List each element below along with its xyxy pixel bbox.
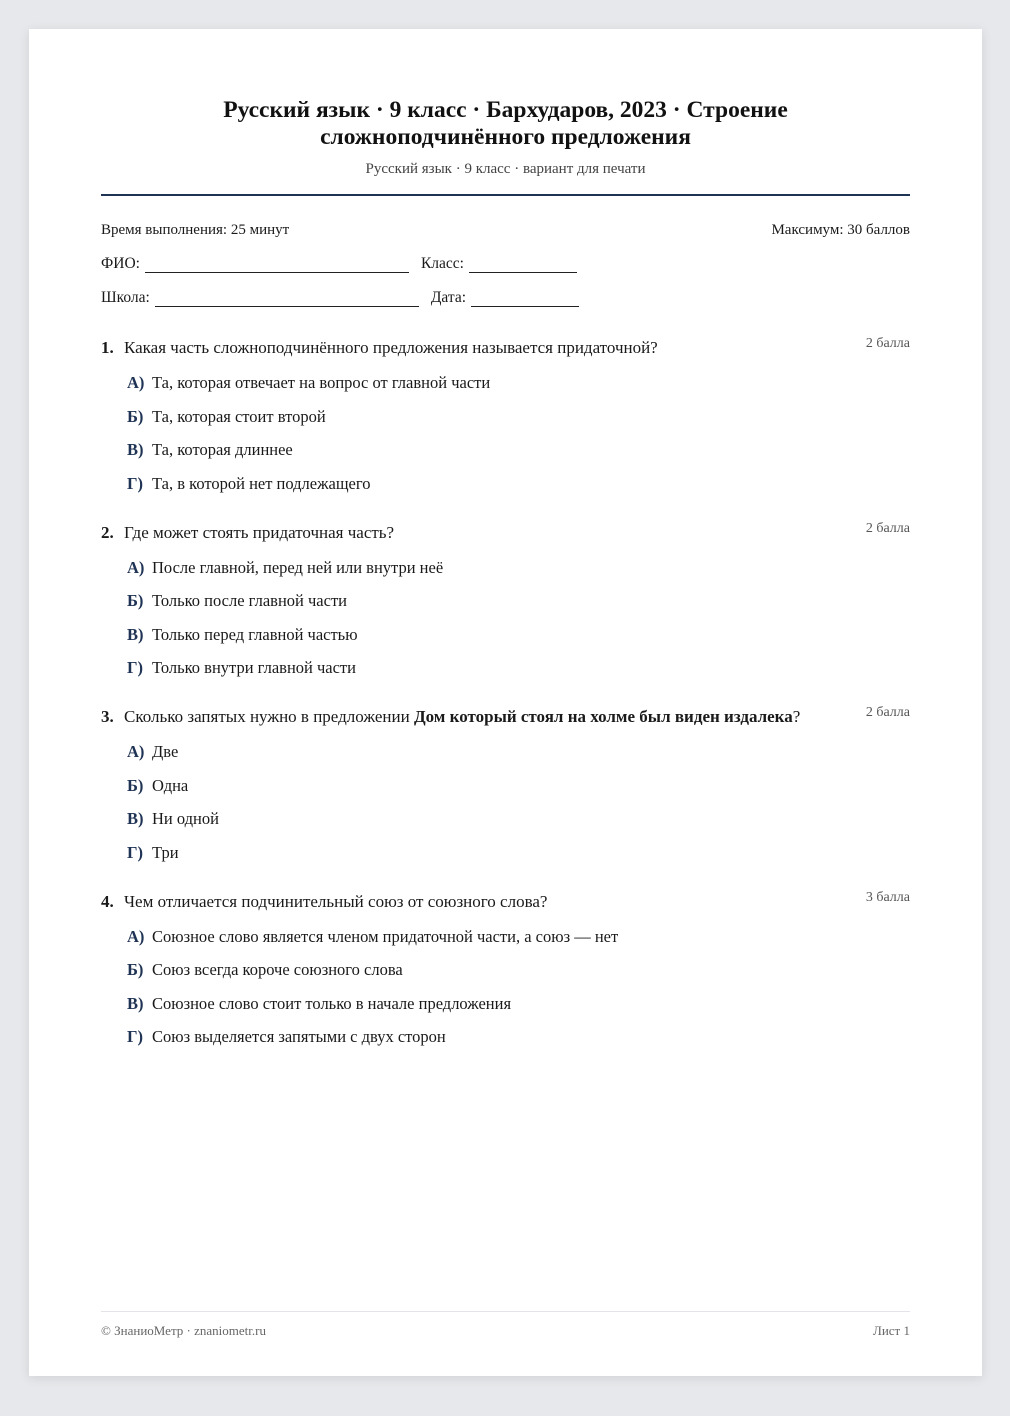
class-blank[interactable] — [469, 258, 577, 273]
option-text: Только перед главной частью — [152, 624, 358, 644]
option-letter: Г) — [127, 658, 143, 677]
answer-option-g[interactable] — [127, 843, 910, 862]
option-letter: А) — [127, 557, 145, 577]
option-text: Союзное слово является членом придаточной части, а союз — нет — [152, 926, 619, 946]
option-text: Две — [152, 742, 179, 761]
option-text: Союзное слово стоит только в начале предложения — [152, 993, 512, 1013]
answer-option-b[interactable] — [127, 960, 910, 979]
answer-options — [101, 742, 910, 862]
answer-option-g[interactable] — [127, 658, 910, 677]
option-letter: Б) — [127, 960, 144, 979]
option-text: Одна — [152, 775, 189, 795]
answer-options — [101, 373, 910, 493]
option-letter: А) — [127, 742, 145, 761]
option-text: Три — [152, 842, 179, 862]
question-2 — [101, 520, 910, 678]
class-label: Класс: — [420, 255, 464, 272]
option-letter: А) — [127, 373, 145, 392]
option-letter: Б) — [127, 775, 144, 795]
option-letter: В) — [127, 809, 144, 828]
answer-option-a[interactable] — [127, 927, 910, 946]
time-limit: Время выполнения: 25 минут — [101, 222, 290, 238]
question-1 — [101, 338, 910, 493]
date-blank[interactable] — [471, 292, 579, 307]
option-letter: Г) — [127, 473, 143, 493]
max-score: Максимум: 30 баллов — [771, 222, 910, 238]
option-text: Та, которая отвечает на вопрос от главной части — [152, 373, 491, 392]
worksheet-page — [29, 29, 982, 1376]
option-letter: В) — [127, 624, 144, 644]
answer-option-a[interactable] — [127, 373, 910, 392]
option-text: Только после главной части — [152, 591, 347, 610]
option-text: Только внутри главной части — [152, 658, 356, 677]
meta-row — [101, 221, 910, 239]
question-text-start: Сколько запятых нужно в предложении — [124, 707, 414, 726]
question-line — [101, 520, 910, 543]
page-title-line-2: сложноподчинённого предложения — [320, 124, 691, 150]
page-subtitle: Русский язык · 9 класс · вариант для печати — [365, 161, 646, 177]
question-line — [101, 889, 910, 912]
option-letter: Г) — [127, 1027, 143, 1046]
option-letter: В) — [127, 993, 144, 1013]
page-title — [101, 97, 910, 151]
question-4 — [101, 889, 910, 1047]
answer-option-a[interactable] — [127, 558, 910, 577]
answer-option-b[interactable] — [127, 407, 910, 426]
example-sentence: Дом который стоял на холме был виден издалека — [413, 707, 793, 726]
footer-page-number: Лист 1 — [873, 1323, 910, 1338]
header-divider — [101, 194, 910, 196]
date-label: Дата: — [430, 289, 467, 306]
option-text: После главной, перед ней или внутри неё — [152, 557, 444, 577]
option-letter: Б) — [127, 591, 144, 610]
option-text: Союз выделяется запятыми с двух сторон — [152, 1027, 446, 1046]
answer-option-v[interactable] — [127, 994, 910, 1013]
answer-options — [101, 558, 910, 678]
page-title-line-1: Русский язык · 9 класс · Бархударов, 2023 · Строение — [223, 97, 788, 123]
answer-option-g[interactable] — [127, 1027, 910, 1046]
option-text: Та, которая стоит второй — [152, 406, 326, 426]
question-3 — [101, 707, 910, 862]
option-letter: А) — [127, 926, 145, 946]
question-line — [101, 707, 910, 727]
question-text: Какая часть сложноподчинённого предложения называется придаточной? — [124, 338, 658, 357]
option-letter: Г) — [127, 842, 143, 862]
question-points: 2 балла — [865, 705, 910, 720]
footer-copyright: © ЗнаниоМетр · znaniometr.ru — [101, 1323, 266, 1338]
question-line — [101, 338, 910, 358]
question-number: 4. — [101, 891, 114, 911]
question-text — [124, 707, 910, 727]
question-number: 1. — [101, 338, 114, 357]
option-text: Союз всегда короче союзного слова — [152, 960, 403, 979]
name-label: ФИО: — [101, 255, 140, 272]
answer-option-b[interactable] — [127, 776, 910, 795]
question-points: 2 балла — [865, 520, 910, 536]
option-text: Та, которая длиннее — [152, 440, 293, 459]
answer-option-a[interactable] — [127, 742, 910, 761]
school-blank[interactable] — [155, 292, 419, 307]
question-number: 3. — [101, 707, 114, 726]
question-number: 2. — [101, 522, 114, 542]
option-letter: В) — [127, 440, 144, 459]
question-text: Где может стоять придаточная часть? — [124, 522, 395, 542]
question-points: 2 балла — [865, 336, 910, 351]
answer-option-v[interactable] — [127, 625, 910, 644]
answer-option-v[interactable] — [127, 440, 910, 459]
answer-option-g[interactable] — [127, 474, 910, 493]
answer-option-b[interactable] — [127, 591, 910, 610]
name-class-row — [101, 255, 910, 273]
answer-option-v[interactable] — [127, 809, 910, 828]
answer-options — [101, 927, 910, 1047]
option-text: Та, в которой нет подлежащего — [152, 473, 371, 493]
name-blank[interactable] — [145, 258, 409, 273]
question-text: Чем отличается подчинительный союз от союзного слова? — [124, 891, 548, 911]
school-date-row — [101, 289, 910, 307]
question-points: 3 балла — [865, 889, 910, 905]
page-footer — [101, 1323, 910, 1339]
option-text: Ни одной — [152, 809, 219, 828]
question-text-end: ? — [792, 707, 801, 726]
footer-divider — [101, 1311, 910, 1312]
option-letter: Б) — [127, 406, 144, 426]
school-label: Школа: — [101, 289, 150, 306]
worksheet-content — [101, 29, 910, 1046]
